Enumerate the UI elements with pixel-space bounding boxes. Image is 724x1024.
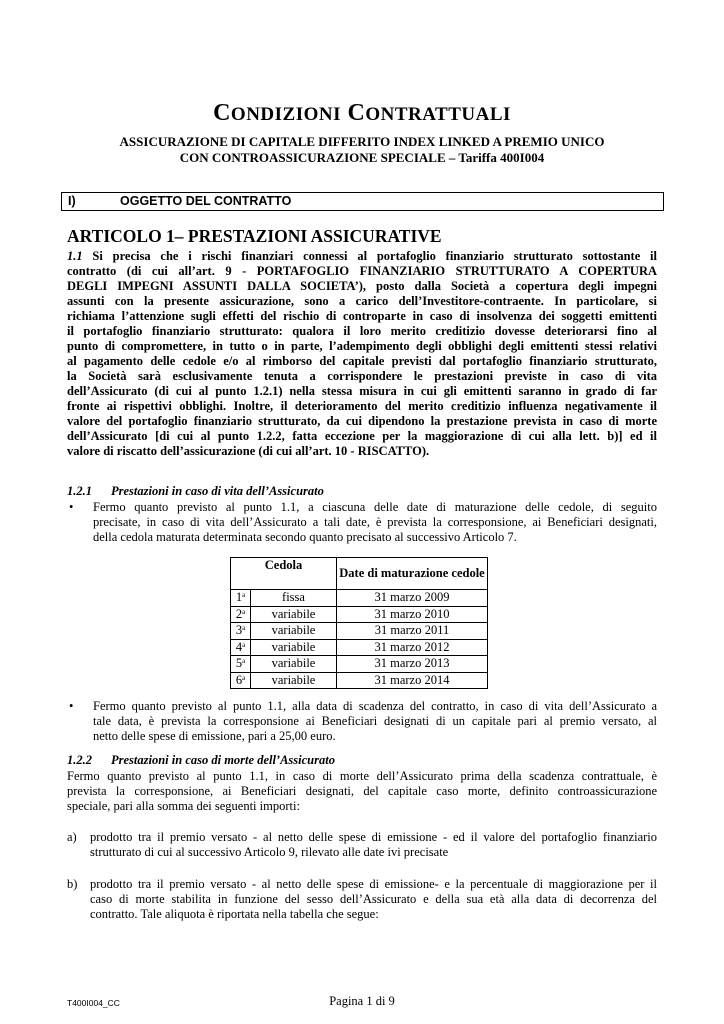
cedola-number: 2$^a$ [231, 606, 251, 623]
text-line [67, 249, 657, 264]
article-paragraph [67, 249, 657, 459]
cedola-number: 6$^a$ [231, 672, 251, 689]
text-line: prodotto tra il premio versato - al netto delle spese di emissione - ed il valore del portafoglio finanziario [90, 830, 657, 844]
text-line: Fermo quanto previsto al punto 1.1, alla data di scadenza del contratto, in caso di vita dell’Assicurato a [93, 699, 657, 713]
table-row [231, 606, 488, 623]
text-line: DEGLI IMPEGNI ASSUNTI DALLA SOCIETA’), posto dalla Società a copertura degli impegni [67, 279, 657, 293]
maturation-date: 31 marzo 2011 [337, 623, 488, 640]
text-line: netto delle spese di emissione, pari a 25,00 euro. [93, 729, 336, 743]
bullet-item [67, 699, 657, 744]
text-line: richiama l’attenzione sugli effetti del rischio di controparte in caso di insolvenza dei soggetti emittenti [67, 309, 657, 323]
text-line: fronte ai rispettivi obblighi. Inoltre, il deterioramento del merito creditizio influenza negativamente il [67, 399, 657, 413]
section-header [61, 192, 664, 211]
bullet-icon: • [69, 500, 74, 514]
text-line: assunti con la presente assicurazione, sono a carico dell’Investitore-contraente. In particolare, si [67, 294, 657, 308]
text-line: tale data, è prevista la corresponsione ai Beneficiari designati di un capitale pari al premio versato, al [93, 714, 657, 728]
text-line: della cedola maturata determinata secondo quanto precisato al successivo Articolo 7. [93, 530, 517, 544]
subsection-number: 1.2.2 [67, 753, 92, 767]
text-line: dell’Assicurato [di cui al punto 1.2.2, fatta eccezione per la maggiorazione di cui alla lett. b)] ed il [67, 429, 657, 443]
table-header-date: Date di maturazione cedole [337, 558, 488, 590]
bullet-item [67, 500, 657, 545]
table-row [231, 590, 488, 607]
text-line: contratto. Tale aliquota è riportata nella tabella che segue: [90, 907, 379, 921]
maturation-date: 31 marzo 2014 [337, 672, 488, 689]
text-line: Fermo quanto previsto al punto 1.1, in caso di morte dell’Assicurato prima della scadenza contrattuale, è [67, 769, 657, 783]
subsection-122-paragraph [67, 769, 657, 814]
cedole-table [230, 557, 488, 689]
subsection-122-heading [67, 753, 335, 768]
article-title: ARTICOLO 1– PRESTAZIONI ASSICURATIVE [67, 226, 442, 246]
subsection-121-heading [67, 484, 324, 499]
cedola-number: 3$^a$ [231, 623, 251, 640]
cedola-type: variabile [251, 656, 337, 673]
table-header-cedola: Cedola [231, 558, 337, 590]
text-line: caso di morte stabilita in funzione del sesso dell’Assicurato e della sua età alla data di decorrenza del [90, 892, 657, 906]
text-line: contratto (di cui all’art. 9 - PORTAFOGLIO FINANZIARIO STRUTTURATO A COPERTURA [67, 264, 657, 278]
subsection-number: 1.2.1 [67, 484, 92, 498]
section-number: I) [68, 194, 76, 208]
cedola-type: fissa [251, 590, 337, 607]
subsection-title: Prestazioni in caso di morte dell’Assicurato [111, 753, 335, 767]
table-row [231, 656, 488, 673]
title-word2: ONTRATTUALI [365, 104, 511, 125]
cedola-number: 5$^a$ [231, 656, 251, 673]
text-line: prodotto tra il premio versato - al netto delle spese di emissione- e la percentuale di maggiorazione per il [90, 877, 657, 891]
text-line: la Società sarà esclusivamente tenuta a corrispondere le prestazioni previste in caso di vita [67, 369, 657, 383]
footer-document-code: T400I004_CC [67, 998, 120, 1008]
cedola-type: variabile [251, 606, 337, 623]
text-line: Fermo quanto previsto al punto 1.1, a ciascuna delle date di maturazione delle cedole, di seguito [93, 500, 657, 514]
table-row [231, 623, 488, 640]
subtitle-line2: CON CONTROASSICURAZIONE SPECIALE – Tariffa 400I004 [179, 150, 545, 165]
bullet-icon: • [69, 699, 74, 713]
maturation-date: 31 marzo 2013 [337, 656, 488, 673]
title-initial: C [213, 100, 231, 126]
subtitle-line1: ASSICURAZIONE DI CAPITALE DIFFERITO INDEX LINKED A PREMIO UNICO [119, 134, 605, 149]
text-line: speciale, pari alla somma dei seguenti importi: [67, 799, 300, 813]
text-line: precisate, in caso di vita dell’Assicurato a tali date, è prevista la corresponsione, ai Beneficiari designati, [93, 515, 657, 529]
title-word1: ONDIZIONI [230, 104, 341, 125]
list-marker: b) [67, 877, 78, 891]
cedola-number: 1$^a$ [231, 590, 251, 607]
text-line: al pagamento delle cedole e/o al rimborso del capitale previsti dal portafoglio finanziario strutturato, [67, 354, 657, 368]
text-line-content: Si precisa che i rischi finanziari connessi al portafoglio finanziario strutturato sottostante il [82, 249, 657, 263]
text-line: valore di riscatto dell’assicurazione (di cui all’art. 10 - RISCATTO). [67, 444, 430, 458]
text-line: strutturato di cui al successivo Articolo 9, rilevato alle date ivi precisate [90, 845, 449, 859]
cedola-type: variabile [251, 672, 337, 689]
cedola-number: 4$^a$ [231, 639, 251, 656]
cedola-type: variabile [251, 639, 337, 656]
text-line: il portafoglio finanziario strutturato: qualora il loro merito creditizio dovesse deteriorarsi fino al [67, 324, 657, 338]
text-line: valore del portafoglio finanziario strutturato, da cui dipendono la prestazione prevista in caso di morte [67, 414, 657, 428]
document-title [0, 100, 724, 127]
list-item-b [67, 877, 657, 922]
maturation-date: 31 marzo 2009 [337, 590, 488, 607]
section-label: OGGETTO DEL CONTRATTO [120, 194, 292, 208]
list-marker: a) [67, 830, 77, 844]
cedola-type: variabile [251, 623, 337, 640]
paragraph-number: 1.1 [67, 249, 83, 263]
title-initial: C [347, 100, 366, 126]
text-line: prevista la corresponsione, ai Beneficiari designati, del capitale caso morte, definito controassicurazione [67, 784, 657, 798]
table-row [231, 639, 488, 656]
maturation-date: 31 marzo 2012 [337, 639, 488, 656]
maturation-date: 31 marzo 2010 [337, 606, 488, 623]
text-line: dell’Assicurato (di cui al punto 1.2.1) nella stessa misura in cui gli emittenti saranno in grado di far [67, 384, 657, 398]
list-item-a [67, 830, 657, 860]
text-line: punto di compromettere, in tutto o in parte, l’adempimento degli obblighi degli emittenti stessi relativi [67, 339, 657, 353]
table-row [231, 672, 488, 689]
subsection-title: Prestazioni in caso di vita dell’Assicurato [111, 484, 324, 498]
footer-page-number: Pagina 1 di 9 [329, 994, 395, 1008]
